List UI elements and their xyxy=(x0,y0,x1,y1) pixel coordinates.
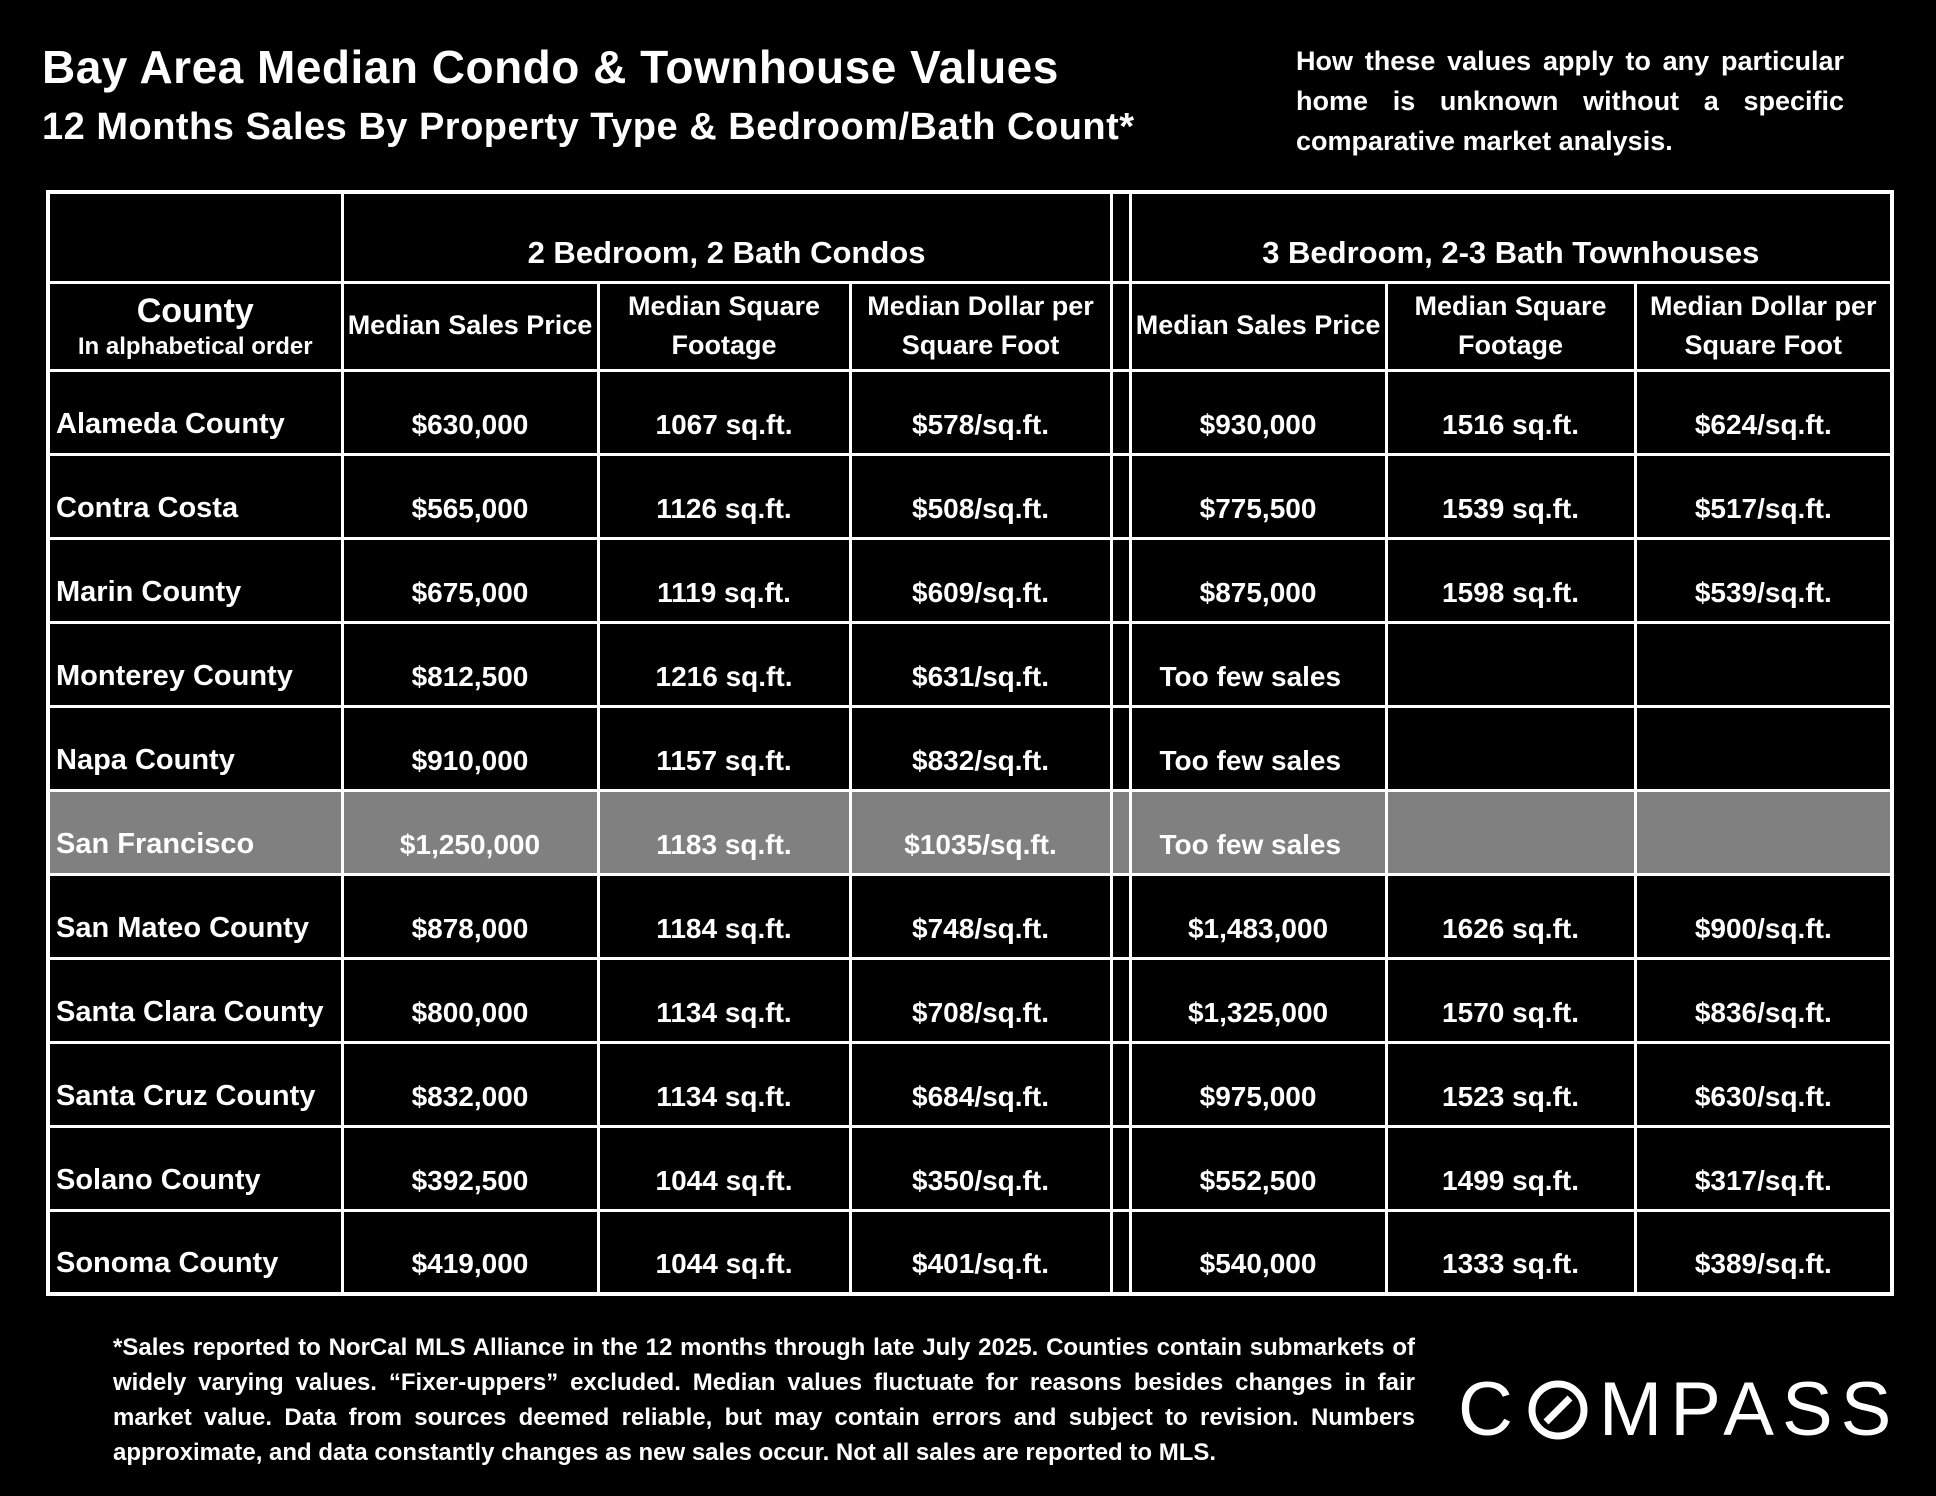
townhouse-value-cell: 1626 sq.ft. xyxy=(1386,874,1635,958)
condo-value-cell: 1134 sq.ft. xyxy=(598,958,850,1042)
table-body xyxy=(48,192,1892,1294)
group-separator xyxy=(1111,706,1130,790)
townhouse-value-cell xyxy=(1635,790,1892,874)
condo-value-cell: $684/sq.ft. xyxy=(850,1042,1111,1126)
group-separator xyxy=(1111,1126,1130,1210)
table-row xyxy=(48,370,1892,454)
logo-text-suffix: MPASS xyxy=(1598,1367,1900,1452)
corner-cell xyxy=(48,192,342,282)
logo-text-prefix: C xyxy=(1458,1367,1521,1452)
condo-value-cell: 1044 sq.ft. xyxy=(598,1210,850,1294)
group-header-condos: 2 Bedroom, 2 Bath Condos xyxy=(342,192,1111,282)
condo-sqft-header: Median Square Footage xyxy=(598,282,850,370)
table-row xyxy=(48,538,1892,622)
townhouse-value-cell: $975,000 xyxy=(1130,1042,1386,1126)
condo-value-cell: $910,000 xyxy=(342,706,598,790)
condo-value-cell: $609/sq.ft. xyxy=(850,538,1111,622)
table-row xyxy=(48,1042,1892,1126)
condo-value-cell: 1216 sq.ft. xyxy=(598,622,850,706)
column-header-row xyxy=(48,282,1892,370)
table-row xyxy=(48,706,1892,790)
group-separator xyxy=(1111,454,1130,538)
group-separator xyxy=(1111,790,1130,874)
townhouse-price-header: Median Sales Price xyxy=(1130,282,1386,370)
county-header-label: County xyxy=(136,291,254,330)
townhouse-value-cell: $836/sq.ft. xyxy=(1635,958,1892,1042)
group-separator xyxy=(1111,874,1130,958)
group-separator xyxy=(1111,958,1130,1042)
county-cell: Santa Cruz County xyxy=(48,1042,342,1126)
townhouse-value-cell: $552,500 xyxy=(1130,1126,1386,1210)
townhouse-value-cell: $389/sq.ft. xyxy=(1635,1210,1892,1294)
table-row xyxy=(48,622,1892,706)
townhouse-value-cell: $517/sq.ft. xyxy=(1635,454,1892,538)
townhouse-value-cell: $900/sq.ft. xyxy=(1635,874,1892,958)
townhouse-sqft-header: Median Square Footage xyxy=(1386,282,1635,370)
group-separator xyxy=(1111,282,1130,370)
county-header-sublabel: In alphabetical order xyxy=(77,333,313,361)
condo-value-cell: $675,000 xyxy=(342,538,598,622)
county-cell: Contra Costa xyxy=(48,454,342,538)
townhouse-value-cell: 1570 sq.ft. xyxy=(1386,958,1635,1042)
condo-value-cell: 1184 sq.ft. xyxy=(598,874,850,958)
condo-value-cell: $508/sq.ft. xyxy=(850,454,1111,538)
group-separator xyxy=(1111,1042,1130,1126)
county-cell: Monterey County xyxy=(48,622,342,706)
table-row xyxy=(48,958,1892,1042)
footnote: *Sales reported to NorCal MLS Alliance in the 12 months through late July 2025. Counties contain submarkets of widely varying values. “Fixer-uppers” excluded. Median values fluctuate for reasons besides changes in fair market value. Data from sources deemed reliable, but may contain errors and subject to revision. Numbers approximate, and data constantly changes as new sales occur. Not all sales are reported to MLS. xyxy=(113,1334,1415,1467)
values-table xyxy=(46,190,1894,1296)
condo-value-cell: 1183 sq.ft. xyxy=(598,790,850,874)
condo-value-cell: $1035/sq.ft. xyxy=(850,790,1111,874)
townhouse-value-cell xyxy=(1386,706,1635,790)
county-cell: Napa County xyxy=(48,706,342,790)
page-subtitle: 12 Months Sales By Property Type & Bedroom/Bath Count* xyxy=(42,106,1135,148)
compass-logo xyxy=(1458,1367,1900,1452)
townhouse-value-cell: Too few sales xyxy=(1130,790,1386,874)
table-row xyxy=(48,1126,1892,1210)
county-cell: Santa Clara County xyxy=(48,958,342,1042)
condo-value-cell: $419,000 xyxy=(342,1210,598,1294)
condo-value-cell: $832/sq.ft. xyxy=(850,706,1111,790)
table-row xyxy=(48,454,1892,538)
condo-price-header: Median Sales Price xyxy=(342,282,598,370)
townhouse-value-cell: $624/sq.ft. xyxy=(1635,370,1892,454)
townhouse-value-cell: $775,500 xyxy=(1130,454,1386,538)
condo-value-cell: $392,500 xyxy=(342,1126,598,1210)
townhouse-value-cell: 1523 sq.ft. xyxy=(1386,1042,1635,1126)
townhouse-value-cell xyxy=(1386,790,1635,874)
condo-value-cell: 1044 sq.ft. xyxy=(598,1126,850,1210)
condo-value-cell: $350/sq.ft. xyxy=(850,1126,1111,1210)
townhouse-value-cell xyxy=(1635,706,1892,790)
condo-value-cell: $748/sq.ft. xyxy=(850,874,1111,958)
county-column-header xyxy=(48,282,342,370)
group-separator xyxy=(1111,622,1130,706)
condo-value-cell: $1,250,000 xyxy=(342,790,598,874)
group-separator xyxy=(1111,538,1130,622)
townhouse-value-cell: Too few sales xyxy=(1130,706,1386,790)
condo-value-cell: 1119 sq.ft. xyxy=(598,538,850,622)
page-title: Bay Area Median Condo & Townhouse Values xyxy=(42,41,1059,93)
townhouse-value-cell: 1516 sq.ft. xyxy=(1386,370,1635,454)
county-cell: San Francisco xyxy=(48,790,342,874)
condo-value-cell: $401/sq.ft. xyxy=(850,1210,1111,1294)
townhouse-dollar-per-sqft-header: Median Dollar per Square Foot xyxy=(1635,282,1892,370)
townhouse-value-cell: 1499 sq.ft. xyxy=(1386,1126,1635,1210)
condo-value-cell: $878,000 xyxy=(342,874,598,958)
condo-value-cell: $631/sq.ft. xyxy=(850,622,1111,706)
condo-value-cell: $800,000 xyxy=(342,958,598,1042)
condo-value-cell: $708/sq.ft. xyxy=(850,958,1111,1042)
condo-value-cell: $578/sq.ft. xyxy=(850,370,1111,454)
townhouse-value-cell: $1,483,000 xyxy=(1130,874,1386,958)
townhouse-value-cell: $1,325,000 xyxy=(1130,958,1386,1042)
townhouse-value-cell: $539/sq.ft. xyxy=(1635,538,1892,622)
townhouse-value-cell: 1539 sq.ft. xyxy=(1386,454,1635,538)
group-separator xyxy=(1111,192,1130,282)
townhouse-value-cell: $540,000 xyxy=(1130,1210,1386,1294)
condo-value-cell: $565,000 xyxy=(342,454,598,538)
county-cell: Alameda County xyxy=(48,370,342,454)
compass-o-icon xyxy=(1527,1379,1589,1441)
condo-dollar-per-sqft-header: Median Dollar per Square Foot xyxy=(850,282,1111,370)
townhouse-value-cell: $930,000 xyxy=(1130,370,1386,454)
townhouse-value-cell xyxy=(1386,622,1635,706)
condo-value-cell: $812,500 xyxy=(342,622,598,706)
condo-value-cell: 1126 sq.ft. xyxy=(598,454,850,538)
group-header-townhouses: 3 Bedroom, 2-3 Bath Townhouses xyxy=(1130,192,1892,282)
disclaimer-note: How these values apply to any particular home is unknown without a specific comparative market analysis. xyxy=(1296,46,1844,156)
table-row xyxy=(48,874,1892,958)
townhouse-value-cell: 1598 sq.ft. xyxy=(1386,538,1635,622)
townhouse-value-cell: 1333 sq.ft. xyxy=(1386,1210,1635,1294)
group-header-row xyxy=(48,192,1892,282)
townhouse-value-cell: $317/sq.ft. xyxy=(1635,1126,1892,1210)
condo-value-cell: 1157 sq.ft. xyxy=(598,706,850,790)
group-separator xyxy=(1111,1210,1130,1294)
condo-value-cell: 1067 sq.ft. xyxy=(598,370,850,454)
table-row xyxy=(48,790,1892,874)
townhouse-value-cell: $630/sq.ft. xyxy=(1635,1042,1892,1126)
group-separator xyxy=(1111,370,1130,454)
townhouse-value-cell xyxy=(1635,622,1892,706)
county-cell: Marin County xyxy=(48,538,342,622)
table-row xyxy=(48,1210,1892,1294)
townhouse-value-cell: $875,000 xyxy=(1130,538,1386,622)
condo-value-cell: $832,000 xyxy=(342,1042,598,1126)
condo-value-cell: 1134 sq.ft. xyxy=(598,1042,850,1126)
condo-value-cell: $630,000 xyxy=(342,370,598,454)
county-cell: Sonoma County xyxy=(48,1210,342,1294)
county-cell: Solano County xyxy=(48,1126,342,1210)
county-cell: San Mateo County xyxy=(48,874,342,958)
townhouse-value-cell: Too few sales xyxy=(1130,622,1386,706)
